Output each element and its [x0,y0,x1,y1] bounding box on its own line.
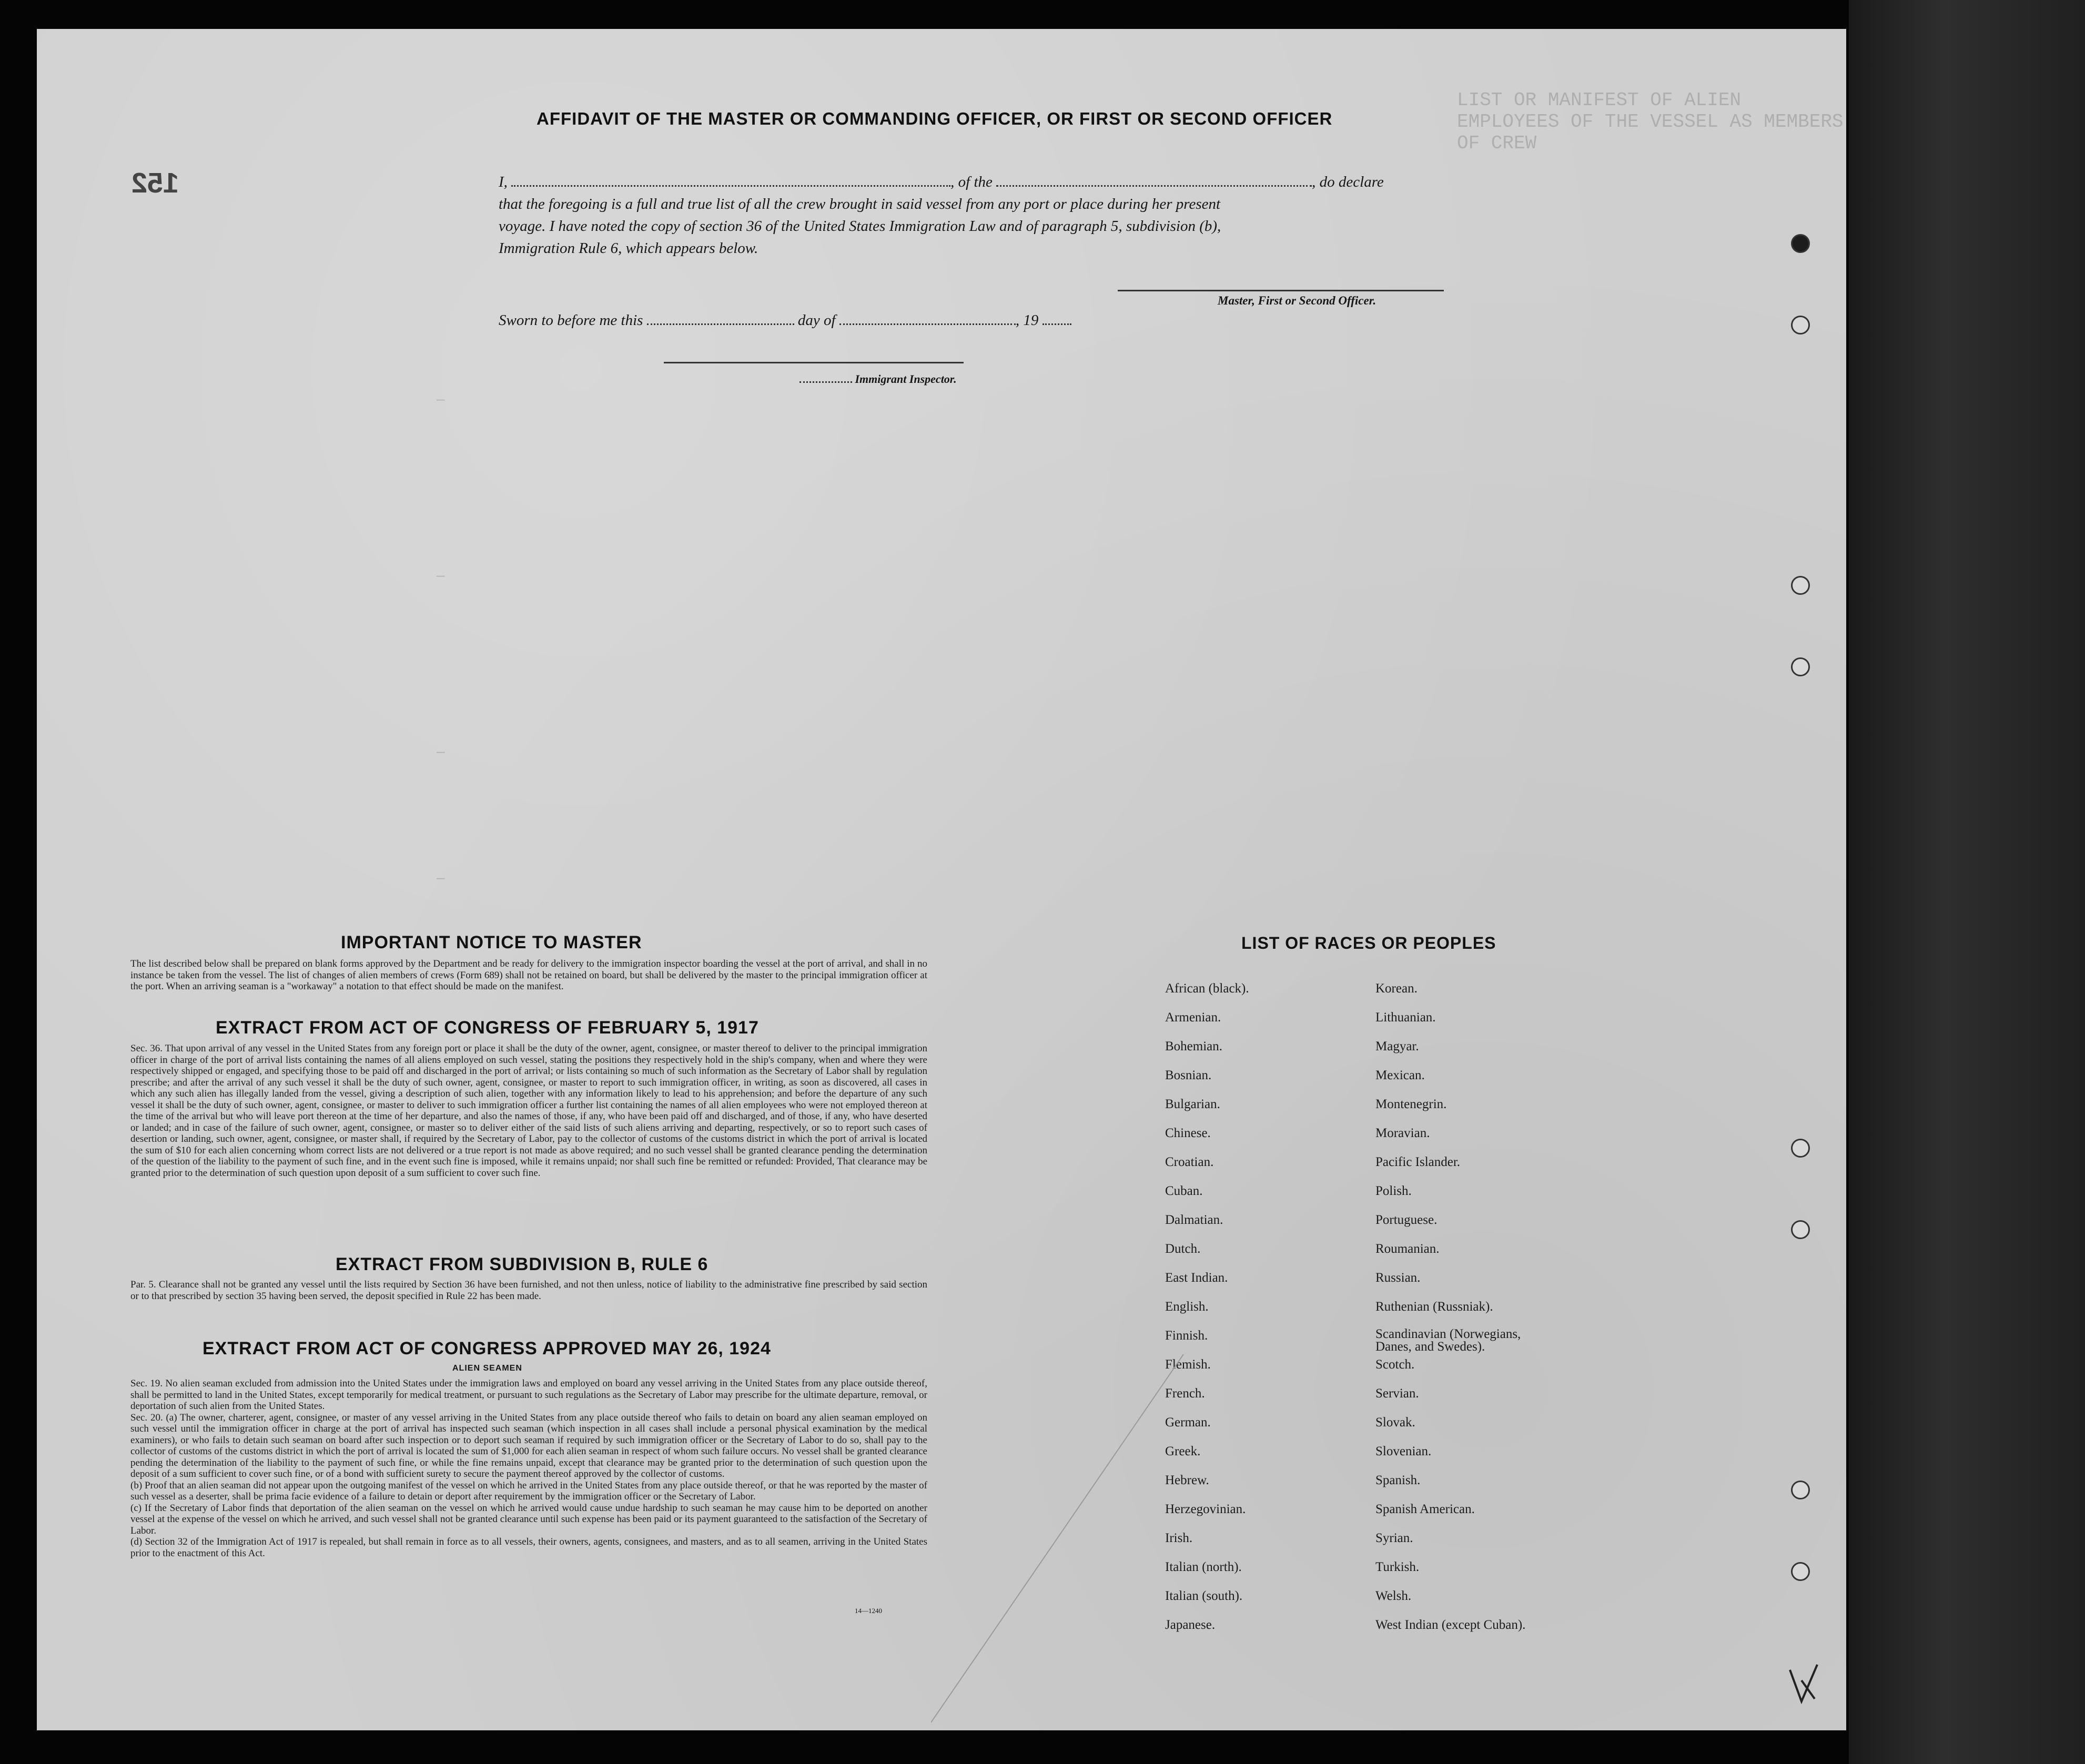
inspector-signature-line[interactable] [664,362,964,363]
race-item: Dalmatian. [1165,1213,1223,1227]
race-item: Irish. [1165,1531,1193,1545]
race-item: Scandinavian (Norwegians, Danes, and Swedes). [1375,1327,1521,1354]
binder-hole [1791,1220,1810,1239]
race-item: Portuguese. [1375,1213,1438,1227]
race-item: Moravian. [1375,1126,1430,1140]
sworn-prefix: Sworn to before me this [499,312,643,329]
binder-hole [1791,1481,1810,1499]
declaration-line-4: Immigration Rule 6, which appears below. [499,240,758,257]
race-item: Japanese. [1165,1618,1216,1632]
declarant-prefix: I, [499,174,508,190]
alien-seamen-subtitle: ALIEN SEAMEN [452,1364,522,1373]
race-item: Dutch. [1165,1242,1201,1256]
act-1924-sec-20b: (b) Proof that an alien seaman did not appear upon the outgoing manifest of the vessel on which he arrived in the United States from any place outside thereof, or that he was reported by the master of such vessel as a deserter, shall be prima facie evidence of a failure to detain or deport after requirement by the immigration officer or the Secretary of Labor. [130,1479,927,1502]
bleed-through-text: — [437,870,445,886]
race-item: Armenian. [1165,1010,1221,1025]
binder-hole [1791,1562,1810,1581]
of-the-label: , of the [950,174,993,190]
inspector-dotted-lead [799,374,852,383]
race-item: Slovenian. [1375,1444,1432,1458]
binder-hole [1791,576,1810,595]
handwritten-mark [1786,1659,1823,1707]
affidavit-title: AFFIDAVIT OF THE MASTER OR COMMANDING OFFICER, OR FIRST OR SECOND OFFICER [537,109,1333,128]
binder-hole [1791,316,1810,334]
binder-hole [1791,1139,1810,1158]
race-item: Italian (north). [1165,1560,1242,1574]
race-item: Lithuanian. [1375,1010,1436,1025]
act-1924-sec-20c: (c) If the Secretary of Labor finds that deportation of the alien seaman on the vessel on which he arrived would cause undue hardship to such seaman he may cause him to be deported on another vessel at the expense of the vessel on which he arrived, and such vessel shall not be granted clearance until such expense has been paid or its payment guaranteed to the satisfaction of the Secretary of Labor. [130,1502,927,1536]
races-title: LIST OF RACES OR PEOPLES [1241,934,1496,952]
race-item: Finnish. [1165,1329,1208,1343]
document-page [37,29,1846,1730]
act-1924-sec-19: Sec. 19. No alien seaman excluded from admission into the United States under the immigration laws and employed on board any vessel arriving in the United States from any place outside thereof, shall be permitted to land in the United States, except temporarily for medical treatment, or pursuant to such regulations as the Secretary of Labor may prescribe for the ultimate departure, removal, or deportation of such alien from the United States. [130,1378,927,1412]
act-1917-body: Sec. 36. That upon arrival of any vessel in the United States from any foreign port or place it shall be the duty of the owner, agent, consignee, or master thereof to deliver to the principal immigration officer in charge of the port of arrival lists containing the names of all aliens employed on such vessel, stating the positions they respectively hold in the ship's company, when and where they were respectively shipped or engaged, and specifying those to be paid off and discharged in the port of arrival; or lists containing so much of such information as the Secretary of Labor shall by regulation prescribe; and after the arrival of any such vessel it shall be the duty of such owner, agent, consignee, or master to report to such immigration officer, in writing, as soon as discovered, all cases in which any such alien has illegally landed from the vessel, giving a description of such alien, together with any information likely to lead to his apprehension; and before the departure of any such vessel it shall be the duty of such owner, agent, consignee, or master to deliver to such immigration officer a further list containing the names of all alien employees who were not employed thereon at the time of the arrival but who will leave port thereon at the time of her departure, and also the names of those, if any, who have been paid off and discharged, and of those, if any, who have deserted or landed; and in case of the failure of such owner, agent, consignee, or master so to deliver either of the said lists of such aliens arriving and departing, respectively, or so to report such cases of desertion or landing, such owner, agent, consignee, or master shall, if required by the Secretary of Labor, pay to the collector of customs of the customs district in which the port of arrival is located the sum of $10 for each alien concerning whom correct lists are not delivered or a true report is not made as above required; and no such vessel shall be granted clearance pending the determination of the question of the liability to the payment of such fine, and in the event such fine is imposed, while it remains unpaid; nor shall such fine be remitted or refunded: Provided, That clearance may be granted prior to the determination of such question upon deposit of a sum sufficient to cover such fine. [130,1043,927,1179]
race-item: Slovak. [1375,1415,1415,1430]
race-item: Roumanian. [1375,1242,1440,1256]
race-item: Korean. [1375,981,1418,996]
affidavit-declaration [499,171,1495,259]
race-item: German. [1165,1415,1211,1430]
binder-hole [1791,657,1810,676]
sworn-day-label: day of [797,312,836,329]
bleed-through-text: — [437,568,445,584]
declaration-line-3: voyage. I have noted the copy of section 36 of the United States Immigration Law and of paragraph 5, subdivision (b), [499,218,1221,235]
bleed-through-text: — [437,744,445,760]
race-item: Russian. [1375,1271,1421,1285]
race-item: African (black). [1165,981,1249,996]
page-stamp: 152 [131,167,179,199]
race-item: Syrian. [1375,1531,1413,1545]
notice-body: The list described below shall be prepared on blank forms approved by the Department and be ready for delivery to the immigration inspector boarding the vessel at the port of arrival, and shall in no instance be taken from the vessel. The list of changes of alien members of crews (Form 689) shall not be retained on board, but shall be delivered by the master to the principal immigration officer at the port. When an arriving seaman is a "workaway" a notation to that effect should be made on the manifest. [130,958,927,992]
sworn-year-field[interactable] [1042,312,1071,325]
race-item: English. [1165,1300,1209,1314]
act-1924-title: EXTRACT FROM ACT OF CONGRESS APPROVED MAY 26, 1924 [203,1339,771,1359]
race-item: Bohemian. [1165,1039,1223,1053]
race-item: Montenegrin. [1375,1097,1447,1111]
race-item: Bosnian. [1165,1068,1212,1082]
race-item: Spanish. [1375,1473,1421,1487]
race-item: Croatian. [1165,1155,1214,1169]
race-item: French. [1165,1386,1205,1401]
officer-caption: Master, First or Second Officer. [1218,294,1376,307]
race-item: Spanish American. [1375,1502,1475,1516]
fold-crease-line [931,1354,1194,1730]
declare-label: , do declare [1312,174,1384,190]
race-item: Polish. [1375,1184,1412,1198]
race-item: East Indian. [1165,1271,1228,1285]
officer-signature-line[interactable] [1118,290,1444,291]
declaration-line-2: that the foregoing is a full and true list of all the crew brought in said vessel from any port or place during her present [499,196,1221,212]
act-1924-body [130,1378,927,1559]
bleed-through-text: — [437,392,445,408]
rule-6-body: Par. 5. Clearance shall not be granted any vessel until the lists required by Section 36 have been furnished, and not then unless, notice of liability to the administrative fine prescribed by said section or to that prescribed by section 35 having been served, the deposit specified in Rule 22 has been made. [130,1279,927,1302]
scan-background-right [1849,0,2085,1764]
form-number: 14—1240 [855,1607,882,1615]
race-item: Magyar. [1375,1039,1419,1053]
race-item: Pacific Islander. [1375,1155,1461,1169]
sworn-line [499,312,1071,329]
race-item: Chinese. [1165,1126,1211,1140]
race-item: Servian. [1375,1386,1419,1401]
race-item: Welsh. [1375,1589,1412,1603]
bleed-through-text: LIST OR MANIFEST OF ALIEN EMPLOYEES OF THE VESSEL AS MEMBERS OF CREW [1457,89,1844,154]
races-right-column [1375,981,1533,1646]
race-item: Herzegovinian. [1165,1502,1246,1516]
race-item: West Indian (except Cuban). [1375,1618,1526,1632]
act-1924-sec-20a: Sec. 20. (a) The owner, charterer, agent, consignee, or master of any vessel arriving in the United States from any place outside thereof who fails to detain on board any alien seaman employed on such vessel until the immigration officer in charge at the port of arrival has inspected such seaman (which inspection in all cases shall include a personal physical examination by the medical examiners), or who fails to detain such seaman on board after such inspection or to deport such seaman if required by such immigration officer or the Secretary of Labor to do so, shall pay to the collector of customs of the customs district in which the port of arrival is located the sum of $1,000 for each alien seaman in respect of whom such failure occurs. No vessel shall be granted clearance pending the determination of the liability to the payment of such fine, or while the fine remains unpaid, except that clearance may be granted prior to the determination of such question upon the deposit of a sum sufficient to cover such fine, or of a bond with sufficient surety to secure the payment thereof approved by the collector of customs. [130,1412,927,1479]
declarant-name-field[interactable] [511,173,950,187]
race-item: Bulgarian. [1165,1097,1220,1111]
act-1924-sec-20d: (d) Section 32 of the Immigration Act of 1917 is repealed, but shall remain in force as to all vessels, their owners, agents, consignees, and masters, and as to all seamen, arriving in the United States prior to the enactment of this Act. [130,1536,927,1559]
race-item: Italian (south). [1165,1589,1243,1603]
notice-title: IMPORTANT NOTICE TO MASTER [341,932,642,952]
sworn-year-label: , 19 [1015,312,1039,329]
rule-6-title: EXTRACT FROM SUBDIVISION B, RULE 6 [336,1254,709,1274]
race-item: Cuban. [1165,1184,1203,1198]
sworn-day-field[interactable] [647,312,794,325]
race-item: Mexican. [1375,1068,1425,1082]
inspector-caption [799,372,957,386]
binder-hole [1791,234,1810,253]
declaration-line-1 [499,171,1495,193]
race-item: Flemish. [1165,1357,1211,1372]
race-item: Hebrew. [1165,1473,1209,1487]
inspector-caption-text: Immigrant Inspector. [855,372,957,386]
race-item: Greek. [1165,1444,1201,1458]
race-item: Scotch. [1375,1357,1415,1372]
sworn-month-field[interactable] [839,312,1016,325]
race-item: Ruthenian (Russniak). [1375,1300,1493,1314]
race-item: Turkish. [1375,1560,1420,1574]
act-1917-title: EXTRACT FROM ACT OF CONGRESS OF FEBRUARY 5, 1917 [216,1018,759,1038]
vessel-name-field[interactable] [996,173,1312,187]
